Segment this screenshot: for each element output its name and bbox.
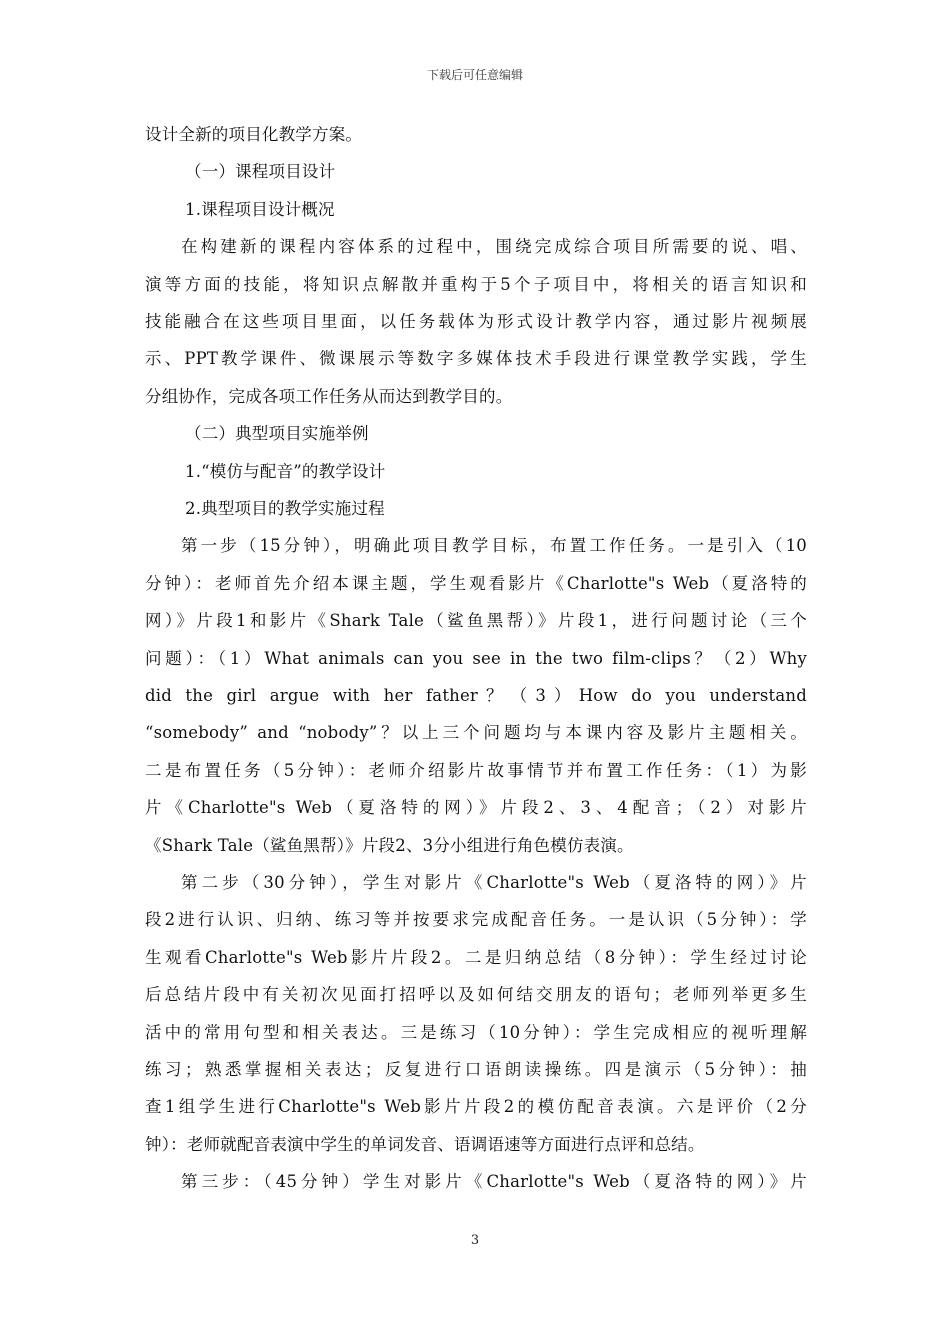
paragraph-line: “somebody” and “nobody”？以上三个问题均与本课内容及影片主题相关。	[145, 723, 807, 743]
paragraph-line: 钟）：老师就配音表演中学生的单词发音、语调语速等方面进行点评和总结。	[145, 1134, 705, 1154]
page-header: 下载后可任意编辑	[426, 68, 523, 82]
paragraph-line: 问题）：（1）What animals can you see in the two film-clips？（2）Why	[145, 648, 807, 668]
paragraph-line: 练习；熟悉掌握相关表达；反复进行口语朗读操练。四是演示（5分钟）：抽	[145, 1059, 807, 1079]
subsection-heading: 1.课程项目设计概况	[185, 199, 335, 219]
paragraph-line: 片《Charlotte"s Web（夏洛特的网）》片段2、3、4配音；（2）对影片	[145, 798, 807, 818]
paragraph-line: 技能融合在这些项目里面，以任务载体为形式设计教学内容，通过影片视频展	[145, 312, 807, 331]
paragraph-line: 网）》片段1和影片《Shark Tale（鲨鱼黑帮）》片段1，进行问题讨论（三个	[145, 611, 807, 631]
paragraph-line: 《Shark Tale（鲨鱼黑帮）》片段2、3分小组进行角色模仿表演。	[145, 835, 634, 855]
paragraph-line: 在构建新的课程内容体系的过程中，围绕完成综合项目所需要的说、唱、	[181, 237, 807, 257]
paragraph-line: 第二步（30分钟），学生对影片《Charlotte"s Web（夏洛特的网）》片	[181, 872, 807, 892]
paragraph-line: 生观看Charlotte"s Web影片片段2。二是归纳总结（8分钟）：学生经过讨论	[145, 947, 807, 967]
paragraph-line: 分组协作，完成各项工作任务从而达到教学目的。	[145, 386, 513, 406]
subsection-heading: 1.“模仿与配音”的教学设计	[185, 461, 386, 481]
paragraph-line: 第三步：（45分钟）学生对影片《Charlotte"s Web（夏洛特的网）》片	[181, 1172, 807, 1192]
paragraph-line: 示、PPT教学课件、微课展示等数字多媒体技术手段进行课堂教学实践，学生	[145, 349, 807, 369]
paragraph-line: 后总结片段中有关初次见面打招呼以及如何结交朋友的语句；老师列举更多生	[145, 985, 807, 1005]
section-heading: （二）典型项目实施举例	[185, 424, 369, 444]
subsection-heading: 2.典型项目的教学实施过程	[185, 499, 385, 518]
paragraph-line: 活中的常用句型和相关表达。三是练习（10分钟）：学生完成相应的视听理解	[145, 1022, 807, 1042]
paragraph-line: 二是布置任务（5分钟）：老师介绍影片故事情节并布置工作任务：（1）为影	[145, 760, 807, 780]
paragraph-line: 查1组学生进行Charlotte"s Web影片片段2的模仿配音表演。六是评价（2分	[145, 1097, 807, 1117]
paragraph-line: 第一步（15分钟），明确此项目教学目标，布置工作任务。一是引入（10	[181, 536, 807, 556]
page-number: 3	[470, 1233, 480, 1248]
paragraph-line: 分钟）：老师首先介绍本课主题，学生观看影片《Charlotte"s Web（夏洛特的	[145, 573, 807, 593]
paragraph-line: 段2进行认识、归纳、练习等并按要求完成配音任务。一是认识（5分钟）：学	[145, 910, 807, 930]
document-body	[145, 116, 807, 1200]
paragraph-line: did the girl argue with her father？（3）How do you understand	[145, 685, 807, 705]
paragraph-line: 演等方面的技能，将知识点解散并重构于5个子项目中，将相关的语言知识和	[145, 274, 807, 294]
section-heading: （一）课程项目设计	[185, 162, 336, 182]
paragraph-line: 设计全新的项目化教学方案。	[145, 125, 363, 144]
